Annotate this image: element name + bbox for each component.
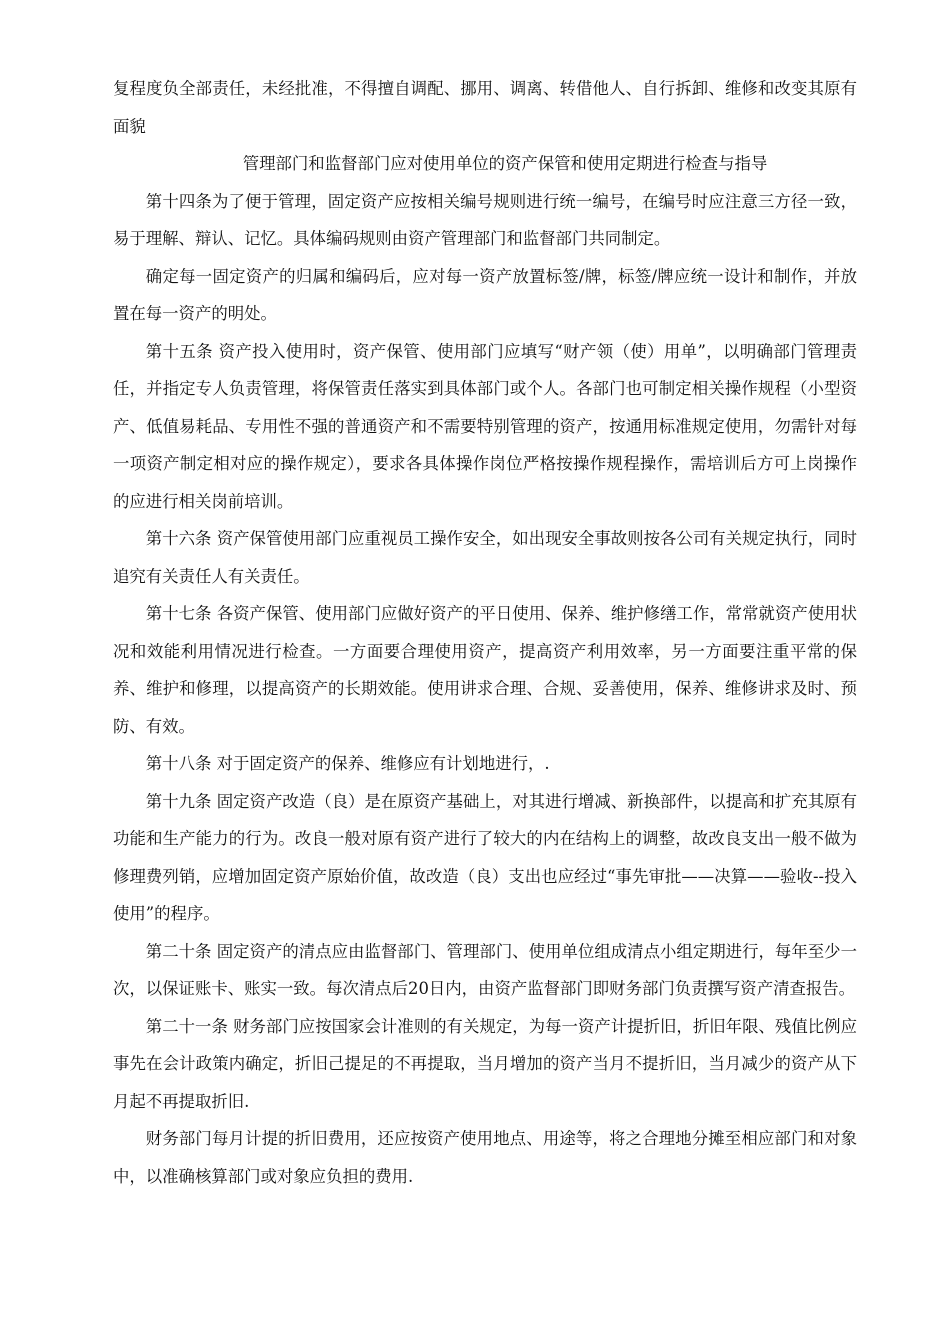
paragraph-continuation: 复程度负全部责任，未经批准，不得擅自调配、挪用、调离、转借他人、自行拆卸、维修和改变其原有面貌 bbox=[113, 79, 857, 136]
paragraph-article-16: 第十六条 资产保管使用部门应重视员工操作安全，如出现安全事故则按各公司有关规定执行，同时追究有关责任人有关责任。 bbox=[113, 529, 857, 586]
paragraph-inspection-guidance: 管理部门和监督部门应对使用单位的资产保管和使用定期进行检查与指导 bbox=[242, 154, 768, 173]
paragraph-article-14: 第十四条为了便于管理，固定资产应按相关编号规则进行统一编号，在编号时应注意三方径一致，易于理解、辩认、记忆。具体编码规则由资产管理部门和监督部门共同制定。 bbox=[113, 191, 857, 248]
paragraph-article-15: 第十五条 资产投入使用时，资产保管、使用部门应填写“财产领（使）用单”，以明确部门管理责任，并指定专人负责管理，将保管责任落实到具体部门或个人。各部门也可制定相关操作规程（小型资产、低值易耗品、专用性不强的普通资产和不需要特别管理的资产，按通用标准规定使用，勿需针对每一项资产制定相对应的操作规定），要求各具体操作岗位严格按操作规程操作，需培训后方可上岗操作的应进行相关岗前培训。 bbox=[113, 341, 857, 511]
document-body bbox=[113, 70, 857, 1195]
paragraph-article-19: 第十九条 固定资产改造（良）是在原资产基础上，对其进行增减、新换部件，以提高和扩充其原有功能和生产能力的行为。改良一般对原有资产进行了较大的内在结构上的调整，故改良支出一般不做为修理费列销，应增加固定资产原始价值，故改造（良）支出也应经过“事先审批——决算——验收--投入使用”的程序。 bbox=[113, 791, 857, 923]
paragraph-article-17: 第十七条 各资产保管、使用部门应做好资产的平日使用、保养、维护修缮工作，常常就资产使用状况和效能利用情况进行检查。一方面要合理使用资产，提高资产利用效率，另一方面要注重平常的保养、维护和修理，以提高资产的长期效能。使用讲求合理、合规、妥善使用，保养、维修讲求及时、预防、有效。 bbox=[113, 604, 857, 736]
paragraph-article-21: 第二十一条 财务部门应按国家会计准则的有关规定，为每一资产计提折旧，折旧年限、残值比例应事先在会计政策内确定，折旧己提足的不再提取，当月增加的资产当月不提折旧，当月减少的资产从下月起不再提取折旧. bbox=[113, 1016, 857, 1111]
paragraph-depreciation-allocation: 财务部门每月计提的折旧费用，还应按资产使用地点、用途等，将之合理地分摊至相应部门和对象中，以准确核算部门或对象应负担的费用. bbox=[113, 1129, 857, 1186]
paragraph-article-18: 第十八条 对于固定资产的保养、维修应有计划地进行，. bbox=[145, 754, 550, 773]
paragraph-asset-labels: 确定每一固定资产的归属和编码后，应对每一资产放置标签/牌，标签/牌应统一设计和制作，并放置在每一资产的明处。 bbox=[113, 266, 857, 323]
paragraph-article-20: 第二十条 固定资产的清点应由监督部门、管理部门、使用单位组成清点小组定期进行，每年至少一次，以保证账卡、账实一致。每次清点后20日内，由资产监督部门即财务部门负责撰写资产清查报告。 bbox=[113, 941, 857, 998]
